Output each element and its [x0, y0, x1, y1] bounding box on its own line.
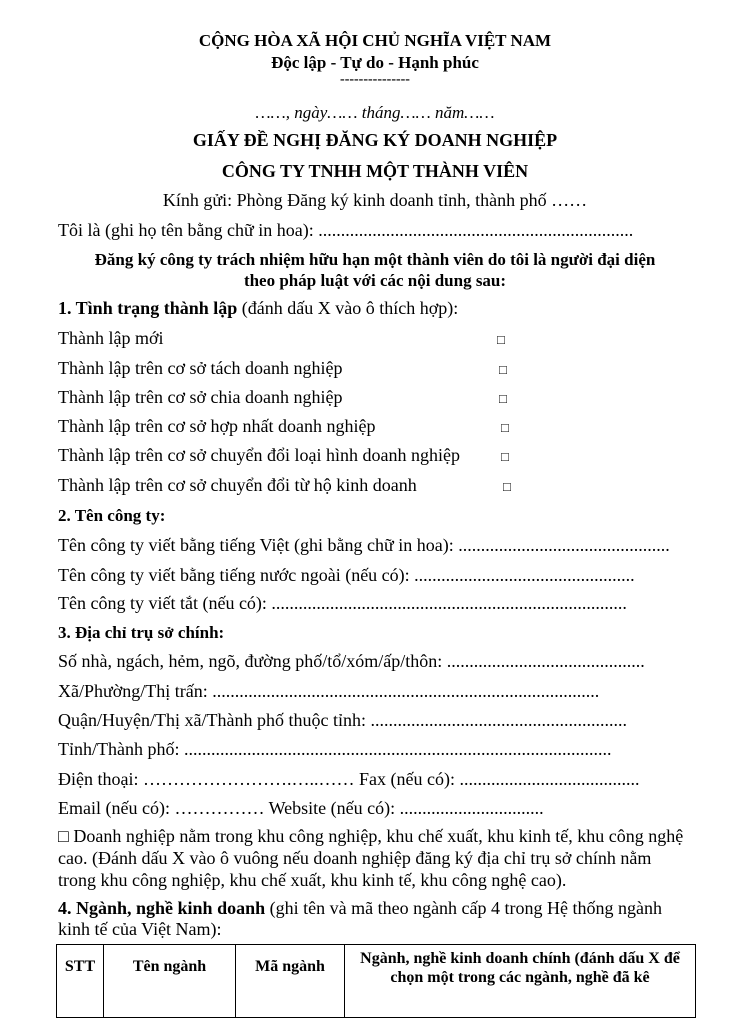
- option-checkbox-new[interactable]: □: [497, 332, 505, 347]
- motto-divider: ---------------: [340, 72, 410, 87]
- table-header-row: [57, 945, 696, 1018]
- option-checkbox-household[interactable]: □: [503, 479, 511, 494]
- section-4-heading-note: (ghi tên và mã theo ngành cấp 4 trong Hệ thống ngành: [265, 898, 663, 918]
- date-line: ……, ngày…… tháng…… năm……: [255, 103, 495, 122]
- industrial-zone-note-line-2: cao. (Đánh dấu X vào ô vuông nếu doanh nghiệp đăng ký địa chỉ trụ sở chính nằm: [58, 848, 652, 868]
- company-name-abbreviation[interactable]: Tên công ty viết tắt (nếu có): ...............................................................................: [58, 593, 627, 613]
- option-label-division: Thành lập trên cơ sở chia doanh nghiệp: [58, 387, 343, 407]
- column-header-stt: STT: [57, 945, 104, 1018]
- intro-line-1: Đăng ký công ty trách nhiệm hữu hạn một thành viên do tôi là người đại diện: [94, 250, 656, 269]
- option-label-new: Thành lập mới: [58, 328, 164, 348]
- option-checkbox-merger[interactable]: □: [501, 420, 509, 435]
- option-checkbox-conversion[interactable]: □: [501, 449, 509, 464]
- industry-table: [56, 944, 696, 1018]
- section-3-heading: 3. Địa chỉ trụ sở chính:: [58, 623, 225, 642]
- section-4-heading-bold: 4. Ngành, nghề kinh doanh: [58, 898, 266, 918]
- section-4-heading-line-2: kinh tế của Việt Nam):: [58, 919, 222, 939]
- address-street-line[interactable]: Số nhà, ngách, hẻm, ngõ, đường phố/tổ/xóm/ấp/thôn: ............................................: [58, 651, 645, 671]
- company-name-foreign[interactable]: Tên công ty viết bằng tiếng nước ngoài (nếu có): .................................................: [58, 565, 635, 585]
- option-label-merger: Thành lập trên cơ sở hợp nhất doanh nghiệp: [58, 416, 376, 436]
- phone-fax-line[interactable]: Điện thoại: …………………….…..…… Fax (nếu có): ........................................: [58, 769, 640, 789]
- section-1-heading-note: (đánh dấu X vào ô thích hợp):: [237, 298, 459, 318]
- email-website-line[interactable]: Email (nếu có): …………… Website (nếu có): ................................: [58, 798, 544, 818]
- industrial-zone-note-line-3: trong khu công nghiệp, khu chế xuất, khu kinh tế, khu công nghệ cao).: [58, 870, 567, 890]
- intro-line-2: theo pháp luật với các nội dung sau:: [243, 271, 507, 290]
- industrial-zone-note-line-1[interactable]: □ Doanh nghiệp nằm trong khu công nghiệp, khu chế xuất, khu kinh tế, khu công nghệ: [58, 826, 684, 846]
- column-header-industry-name: Tên ngành: [104, 945, 236, 1018]
- option-label-conversion: Thành lập trên cơ sở chuyển đổi loại hình doanh nghiệp: [58, 445, 460, 465]
- address-ward-line[interactable]: Xã/Phường/Thị trấn: ......................................................................................: [58, 681, 600, 701]
- address-province-line[interactable]: Tỉnh/Thành phố: ...............................................................................................: [58, 739, 612, 759]
- country-name: CỘNG HÒA XÃ HỘI CHỦ NGHĨA VIỆT NAM: [198, 31, 552, 50]
- addressee: Kính gửi: Phòng Đăng ký kinh doanh tỉnh, thành phố ……: [162, 190, 588, 210]
- section-1-heading-bold: 1. Tình trạng thành lập: [58, 298, 238, 318]
- company-name-vietnamese[interactable]: Tên công ty viết bằng tiếng Việt (ghi bằng chữ in hoa): ...............................................: [58, 535, 670, 555]
- section-2-heading: 2. Tên công ty:: [58, 506, 166, 525]
- section-4-heading: [58, 898, 662, 919]
- option-label-split: Thành lập trên cơ sở tách doanh nghiệp: [58, 358, 343, 378]
- form-title: GIẤY ĐỀ NGHỊ ĐĂNG KÝ DOANH NGHIỆP: [192, 130, 558, 150]
- column-header-main-industry: Ngành, nghề kinh doanh chính (đánh dấu X để chọn một trong các ngành, nghề đã kê: [345, 945, 696, 1018]
- option-checkbox-division[interactable]: □: [499, 391, 507, 406]
- column-header-industry-code: Mã ngành: [236, 945, 345, 1018]
- option-label-household: Thành lập trên cơ sở chuyển đổi từ hộ kinh doanh: [58, 475, 417, 495]
- option-checkbox-split[interactable]: □: [499, 362, 507, 377]
- motto: Độc lập - Tự do - Hạnh phúc: [271, 53, 479, 72]
- applicant-name-line[interactable]: Tôi là (ghi họ tên bằng chữ in hoa): ......................................................................: [58, 220, 634, 240]
- address-district-line[interactable]: Quận/Huyện/Thị xã/Thành phố thuộc tỉnh: .........................................................: [58, 710, 627, 730]
- section-1-heading: [58, 298, 458, 319]
- form-subtitle: CÔNG TY TNHH MỘT THÀNH VIÊN: [221, 161, 529, 181]
